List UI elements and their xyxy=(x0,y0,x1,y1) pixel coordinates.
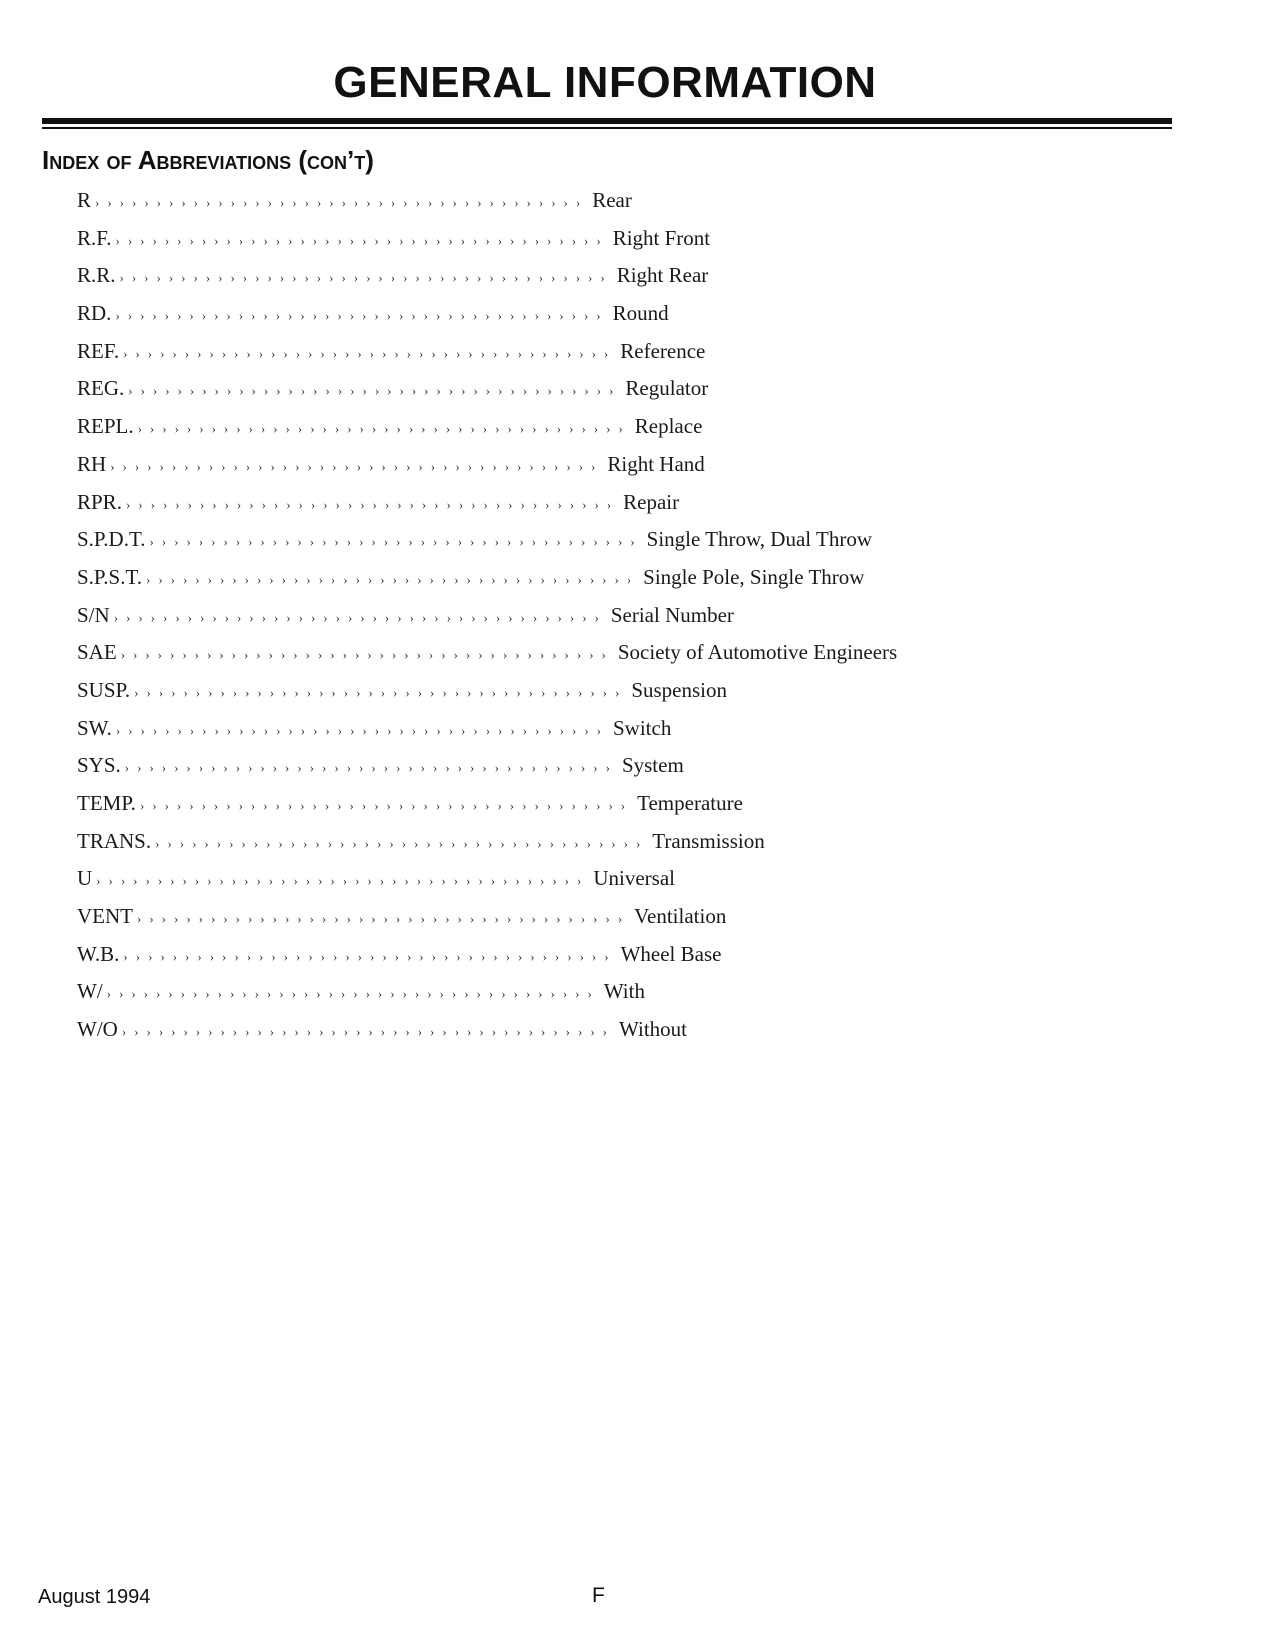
abbreviation-term: SUSP. xyxy=(77,677,131,702)
section-heading: Index of Abbreviations (con’t) xyxy=(42,145,374,175)
abbreviation-meaning: Switch xyxy=(613,715,672,740)
dot-leader: ›››››››››››››››››››››››››››››››››››››››› xyxy=(155,835,649,851)
abbreviation-term: RD. xyxy=(77,301,112,326)
abbreviation-term: S/N xyxy=(77,602,110,627)
abbreviation-term: U xyxy=(77,866,93,891)
abbreviation-row xyxy=(77,640,898,678)
footer-page-number: F xyxy=(592,1584,605,1607)
abbreviation-meaning: Right Rear xyxy=(616,263,709,288)
page-title: GENERAL INFORMATION xyxy=(333,58,877,107)
abbreviation-term: R xyxy=(77,188,92,212)
abbreviation-row xyxy=(77,866,675,904)
abbreviation-meaning: Right Hand xyxy=(607,451,705,476)
dot-leader: ›››››››››››››››››››››››››››››››››››››››› xyxy=(149,534,643,550)
dot-leader: ›››››››››››››››››››››››››››››››››››››››› xyxy=(139,798,634,813)
abbreviation-meaning: Without xyxy=(619,1017,687,1042)
abbreviation-term: W/O xyxy=(77,1017,118,1042)
abbreviation-meaning: With xyxy=(603,979,645,1004)
dot-leader: ›››››››››››››››››››››››››››››››››››››››› xyxy=(115,722,609,738)
abbreviation-row xyxy=(77,188,632,226)
dot-leader: ›››››››››››››››››››››››››››››››››››››››› xyxy=(125,496,620,512)
abbreviation-meaning: Round xyxy=(612,301,669,326)
abbreviation-term: R.R. xyxy=(77,263,116,288)
abbreviation-row xyxy=(77,941,722,980)
dot-leader: ›››››››››››››››››››››››››››››››››››››››› xyxy=(124,760,618,776)
abbreviation-term: RPR. xyxy=(77,489,122,514)
abbreviation-term: SAE xyxy=(77,640,117,665)
abbreviation-term: R.F. xyxy=(77,225,112,250)
abbreviation-meaning: Universal xyxy=(593,866,675,891)
abbreviation-row xyxy=(77,225,711,264)
abbreviation-meaning: System xyxy=(621,753,684,778)
abbreviation-row xyxy=(77,489,680,528)
dot-leader: ›››››››››››››››››››››››››››››››››››››››› xyxy=(115,308,609,324)
abbreviation-list xyxy=(77,188,898,1055)
abbreviation-meaning: Society of Automotive Engineers xyxy=(617,640,898,665)
header-rule-thin xyxy=(42,127,1172,129)
abbreviation-term: TEMP. xyxy=(77,791,136,815)
abbreviation-row xyxy=(77,451,705,490)
dot-leader: ›››››››››››››››››››››››››››››››››››››››› xyxy=(119,270,613,286)
abbreviation-term: S.P.S.T. xyxy=(77,564,142,589)
abbreviation-meaning: Regulator xyxy=(625,376,709,401)
abbreviation-term: REPL. xyxy=(77,414,134,439)
header-rule-thick xyxy=(42,118,1172,124)
abbreviation-term: SYS. xyxy=(77,753,121,778)
dot-leader: ›››››››››››››››››››››››››››››››››››››››› xyxy=(96,873,590,889)
abbreviation-meaning: Serial Number xyxy=(610,602,734,627)
abbreviation-term: TRANS. xyxy=(77,828,152,853)
abbreviation-row xyxy=(77,715,672,754)
dot-leader: ›››››››››››››››››››››››››››››››››››››››› xyxy=(137,421,631,437)
dot-leader: ›››››››››››››››››››››››››››››››››››››››› xyxy=(128,383,622,399)
abbreviation-meaning: Reference xyxy=(620,338,706,363)
abbreviation-row xyxy=(77,753,684,791)
abbreviation-meaning: Single Throw, Dual Throw xyxy=(646,527,872,552)
abbreviation-meaning: Right Front xyxy=(612,225,711,250)
abbreviation-row xyxy=(77,828,765,867)
dot-leader: ›››››››››››››››››››››››››››››››››››››››› xyxy=(110,458,604,474)
abbreviation-meaning: Repair xyxy=(623,489,680,514)
abbreviation-term: W.B. xyxy=(77,941,120,966)
abbreviation-row xyxy=(77,564,865,603)
abbreviation-row xyxy=(77,527,872,565)
dot-leader: ›››››››››››››››››››››››››››››››››››››››› xyxy=(134,684,628,700)
abbreviation-row xyxy=(77,414,703,452)
abbreviation-meaning: Transmission xyxy=(652,828,765,853)
abbreviation-term: W/ xyxy=(77,979,103,1004)
abbreviation-row xyxy=(77,376,709,414)
abbreviation-meaning: Wheel Base xyxy=(620,941,722,966)
abbreviation-row xyxy=(77,301,669,339)
abbreviation-row xyxy=(77,677,727,716)
dot-leader: ›››››››››››››››››››››››››››››››››››››››› xyxy=(137,911,631,927)
dot-leader: ›››››››››››››››››››››››››››››››››››››››› xyxy=(95,195,589,210)
dot-leader: ›››››››››››››››››››››››››››››››››››››››› xyxy=(115,232,609,248)
abbreviation-row xyxy=(77,979,645,1017)
dot-leader: ›››››››››››››››››››››››››››››››››››››››› xyxy=(113,609,607,625)
abbreviation-row xyxy=(77,791,743,829)
abbreviation-row xyxy=(77,904,727,942)
abbreviation-term: VENT xyxy=(77,904,133,929)
dot-leader: ›››››››››››››››››››››››››››››››››››››››› xyxy=(121,1024,615,1040)
abbreviation-meaning: Suspension xyxy=(631,677,727,702)
abbreviation-row xyxy=(77,263,709,301)
abbreviation-meaning: Temperature xyxy=(637,791,743,815)
dot-leader: ›››››››››››››››››››››››››››››››››››››››› xyxy=(106,986,600,1002)
dot-leader: ›››››››››››››››››››››››››››››››››››››››› xyxy=(123,948,617,964)
abbreviation-meaning: Ventilation xyxy=(634,904,727,929)
abbreviation-meaning: Single Pole, Single Throw xyxy=(643,564,865,589)
abbreviation-row xyxy=(77,338,706,377)
abbreviation-term: REG. xyxy=(77,376,125,401)
abbreviation-row xyxy=(77,1017,687,1055)
dot-leader: ›››››››››››››››››››››››››››››››››››››››› xyxy=(123,345,617,361)
abbreviation-term: RH xyxy=(77,451,107,476)
abbreviation-term: S.P.D.T. xyxy=(77,527,146,552)
footer-date: August 1994 xyxy=(38,1586,151,1608)
dot-leader: ›››››››››››››››››››››››››››››››››››››››› xyxy=(145,571,640,587)
abbreviation-term: REF. xyxy=(77,338,120,363)
abbreviation-meaning: Replace xyxy=(634,414,703,439)
abbreviation-row xyxy=(77,602,734,641)
dot-leader: ›››››››››››››››››››››››››››››››››››››››› xyxy=(120,647,614,663)
abbreviation-meaning: Rear xyxy=(592,188,632,212)
abbreviation-term: SW. xyxy=(77,715,112,740)
